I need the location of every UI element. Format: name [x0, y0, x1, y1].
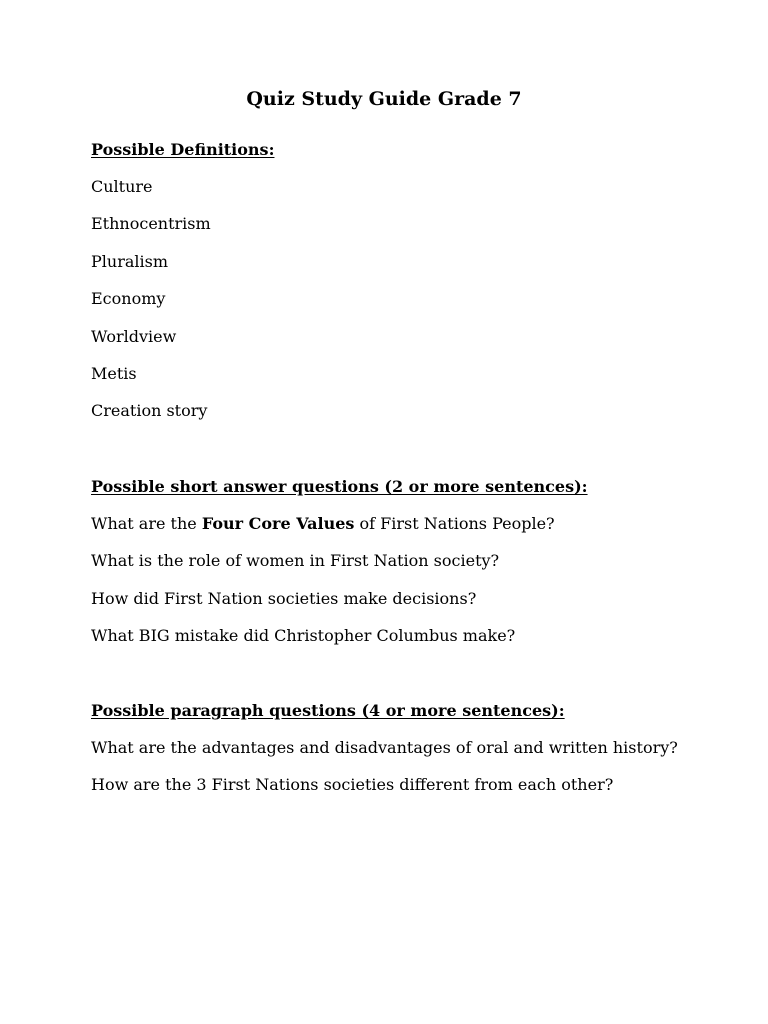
paragraph-question-1: What are the advantages and disadvantages of oral and written history?	[91, 738, 678, 757]
paragraph-question-2: How are the 3 First Nations societies different from each other?	[91, 775, 614, 795]
emphasized-term: Four Core Values	[201, 514, 355, 533]
definition-item-metis: Metis	[91, 363, 137, 383]
definition-item-worldview: Worldview	[91, 326, 177, 346]
paragraph-heading: Possible paragraph questions (4 or more sentences):	[91, 701, 565, 720]
definition-item-creation-story: Creation story	[91, 401, 208, 421]
definition-item-ethnocentrism: Ethnocentrism	[91, 214, 211, 234]
short-answer-question-3: How did First Nation societies make decisions?	[91, 588, 477, 608]
definitions-heading: Possible Definitions:	[91, 140, 275, 159]
short-answer-question-1	[91, 513, 731, 535]
paragraph-section	[91, 700, 731, 812]
definitions-section	[91, 139, 731, 438]
short-answer-question-4: What BIG mistake did Christopher Columbus make?	[91, 626, 516, 646]
definition-item-pluralism: Pluralism	[91, 251, 168, 271]
definition-item-culture: Culture	[91, 177, 153, 196]
page-title: Quiz Study Guide Grade 7	[246, 88, 522, 110]
short-answer-question-2: What is the role of women in First Nation society?	[91, 551, 500, 571]
question-text: What are the	[91, 514, 202, 533]
short-answer-section	[91, 476, 731, 663]
short-answer-heading: Possible short answer questions (2 or more sentences):	[91, 477, 588, 496]
question-text: of First Nations People?	[354, 514, 555, 533]
definition-item-economy: Economy	[91, 289, 166, 309]
